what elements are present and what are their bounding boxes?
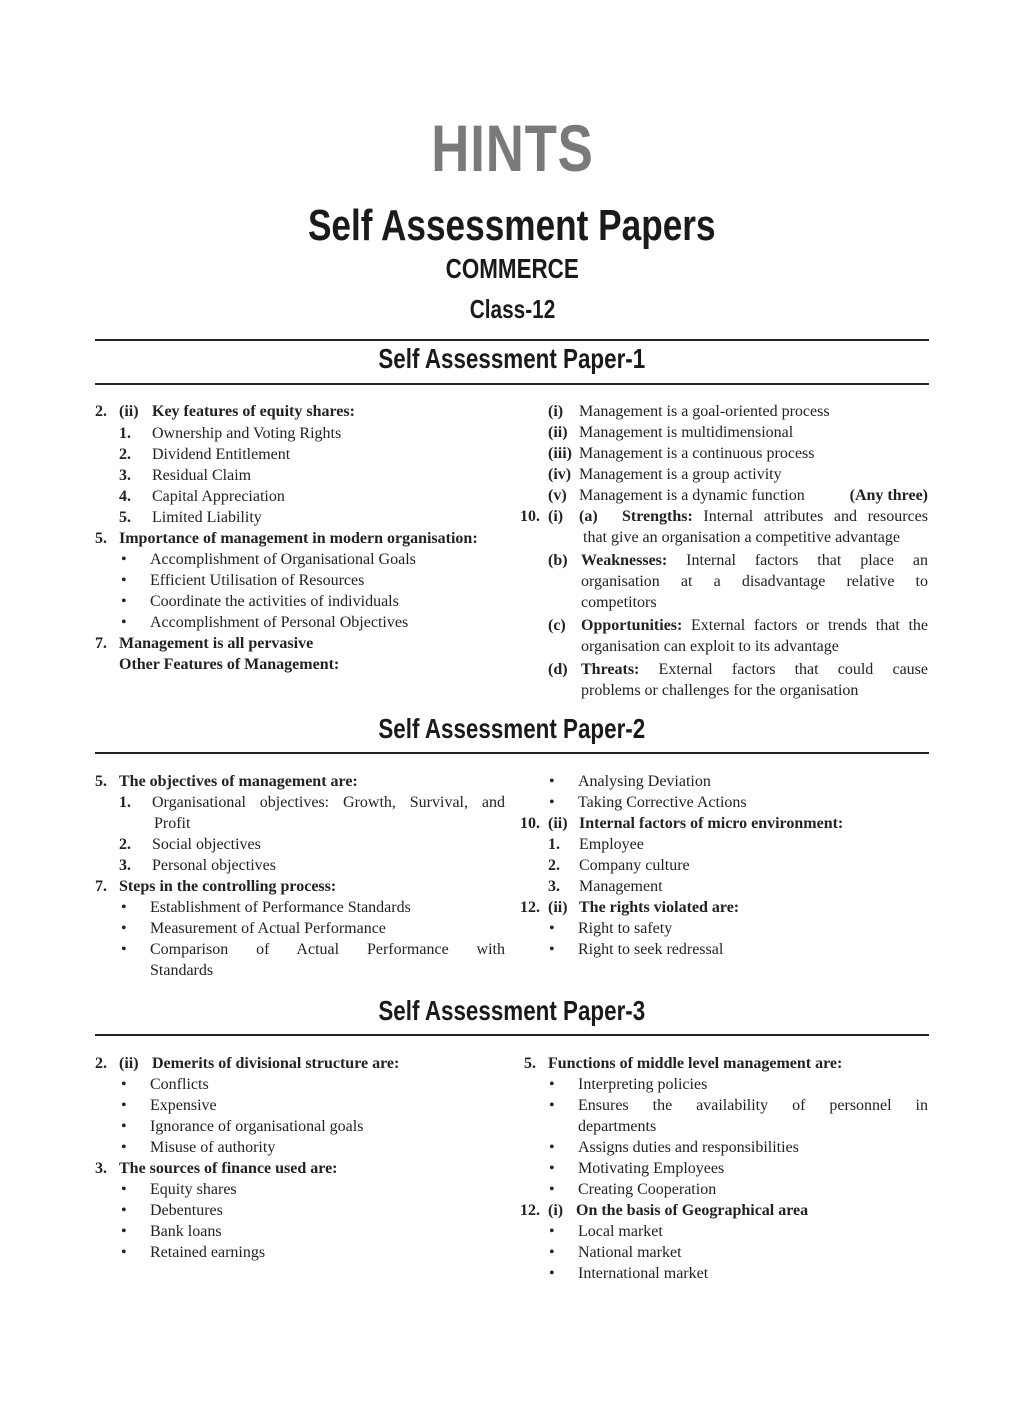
list-item: • Expensive [150, 1095, 505, 1116]
question-heading: 2. (ii) Key features of equity shares: [95, 403, 355, 420]
list-item: 3. Management [548, 878, 663, 895]
section-rule [95, 752, 929, 754]
list-item: 3. Residual Claim [119, 466, 252, 484]
swot-item: (c) Opportunities: External factors or trends that the [548, 617, 929, 634]
list-item: • International market [578, 1263, 930, 1284]
swot-text: problems or challenges for the organisation [581, 682, 859, 699]
list-item: 2. Company culture [548, 857, 690, 874]
list-item: (iii) Management is a continuous process [548, 445, 815, 462]
list-item: • Ignorance of organisational goals [150, 1116, 505, 1137]
list-item: • Debentures [150, 1200, 505, 1221]
list-item: • Local market [578, 1221, 930, 1242]
list-item: • Accomplishment of Organisational Goals [150, 549, 505, 570]
list-item-cont: Standards [150, 962, 214, 979]
list-item: • Conflicts [150, 1074, 505, 1095]
list-item: • Accomplishment of Personal Objectives [150, 612, 505, 633]
list-item: • Motivating Employees [578, 1158, 930, 1179]
question-heading: 5. The objectives of management are: [95, 773, 358, 790]
hints-heading: HINTS [430, 111, 594, 185]
list-item: • Assigns duties and responsibilities [578, 1137, 930, 1158]
list-item: 1. Organisational objectives: Growth, Survival, and [119, 794, 505, 811]
paper2-left-column [95, 771, 505, 981]
paper2-right-column [520, 771, 930, 960]
list-item: (ii) Management is multidimensional [548, 424, 794, 441]
list-item: 5. Limited Liability [119, 508, 262, 526]
list-item: 2. Dividend Entitlement [119, 445, 291, 463]
paper3-right-column [520, 1053, 930, 1284]
section-rule [95, 1034, 929, 1036]
question-heading: 12. (i) On the basis of Geographical area [520, 1202, 809, 1219]
list-item: • Taking Corrective Actions [578, 792, 930, 813]
list-item: • Interpreting policies [578, 1074, 930, 1095]
paper1-left-column [95, 401, 505, 675]
section-rule [95, 339, 929, 341]
question-heading: 5. Functions of middle level management are: [524, 1055, 843, 1072]
list-item: 1. Ownership and Voting Rights [119, 424, 342, 442]
paper1-right-column [520, 401, 930, 701]
list-item: 3. Personal objectives [119, 857, 276, 874]
list-item-cont: departments [578, 1118, 657, 1135]
list-item: • Measurement of Actual Performance [150, 918, 505, 939]
list-item: • Right to seek redressal [578, 939, 930, 960]
list-item: 4. Capital Appreciation [119, 487, 285, 505]
list-item: • Right to safety [578, 918, 930, 939]
paper3-left-column [95, 1053, 505, 1263]
list-item-cont: Profit [154, 815, 191, 832]
question-heading: 7. Steps in the controlling process: [95, 878, 337, 895]
sub-heading: Other Features of Management: [119, 655, 340, 673]
list-item: 1. Employee [548, 836, 644, 853]
list-item: • Comparison of Actual Performance with [150, 939, 505, 960]
list-item: • Coordinate the activities of individuals [150, 591, 505, 612]
list-item: • National market [578, 1242, 930, 1263]
question-heading: 12. (ii) The rights violated are: [520, 899, 740, 916]
swot-item: 10. (i) (a) Strengths: Internal attributes and resources [520, 508, 928, 525]
list-item: (i) Management is a goal-oriented process [548, 403, 830, 420]
list-item: (iv) Management is a group activity [548, 466, 782, 483]
class-heading: Class-12 [469, 294, 555, 324]
list-item: • Bank loans [150, 1221, 505, 1242]
list-item: • Efficient Utilisation of Resources [150, 570, 505, 591]
paper3-title: Self Assessment Paper-3 [378, 995, 646, 1026]
question-heading: 5. Importance of management in modern organisation: [95, 529, 478, 547]
list-item: 2. Social objectives [119, 836, 261, 853]
page-title: Self Assessment Papers [308, 201, 716, 250]
section-rule [95, 383, 929, 385]
swot-text: that give an organisation a competitive advantage [583, 529, 900, 546]
list-item: • Ensures the availability of personnel in [578, 1095, 928, 1116]
question-heading: 7. Management is all pervasive [95, 634, 314, 652]
paper1-title: Self Assessment Paper-1 [378, 343, 646, 374]
list-item: • Retained earnings [150, 1242, 505, 1263]
question-heading: 3. The sources of finance used are: [95, 1160, 338, 1177]
list-item: • Establishment of Performance Standards [150, 897, 505, 918]
list-item: • Misuse of authority [150, 1137, 505, 1158]
swot-text: organisation at a disadvantage relative to [581, 573, 928, 590]
swot-text: competitors [581, 594, 657, 611]
subject-heading: COMMERCE [445, 253, 579, 284]
swot-item: (b) Weaknesses: Internal factors that place an [548, 552, 929, 569]
question-heading: 10. (ii) Internal factors of micro environment: [520, 815, 844, 832]
swot-item: (d) Threats: External factors that could cause [548, 661, 929, 678]
question-heading: 2. (ii) Demerits of divisional structure are: [95, 1055, 400, 1072]
swot-text: organisation can exploit to its advantage [581, 638, 839, 655]
paper2-title: Self Assessment Paper-2 [378, 713, 646, 744]
list-item: (v) Management is a dynamic function (Any three) [548, 487, 928, 504]
list-item: • Analysing Deviation [578, 771, 930, 792]
list-item: • Equity shares [150, 1179, 505, 1200]
list-item: • Creating Cooperation [578, 1179, 930, 1200]
